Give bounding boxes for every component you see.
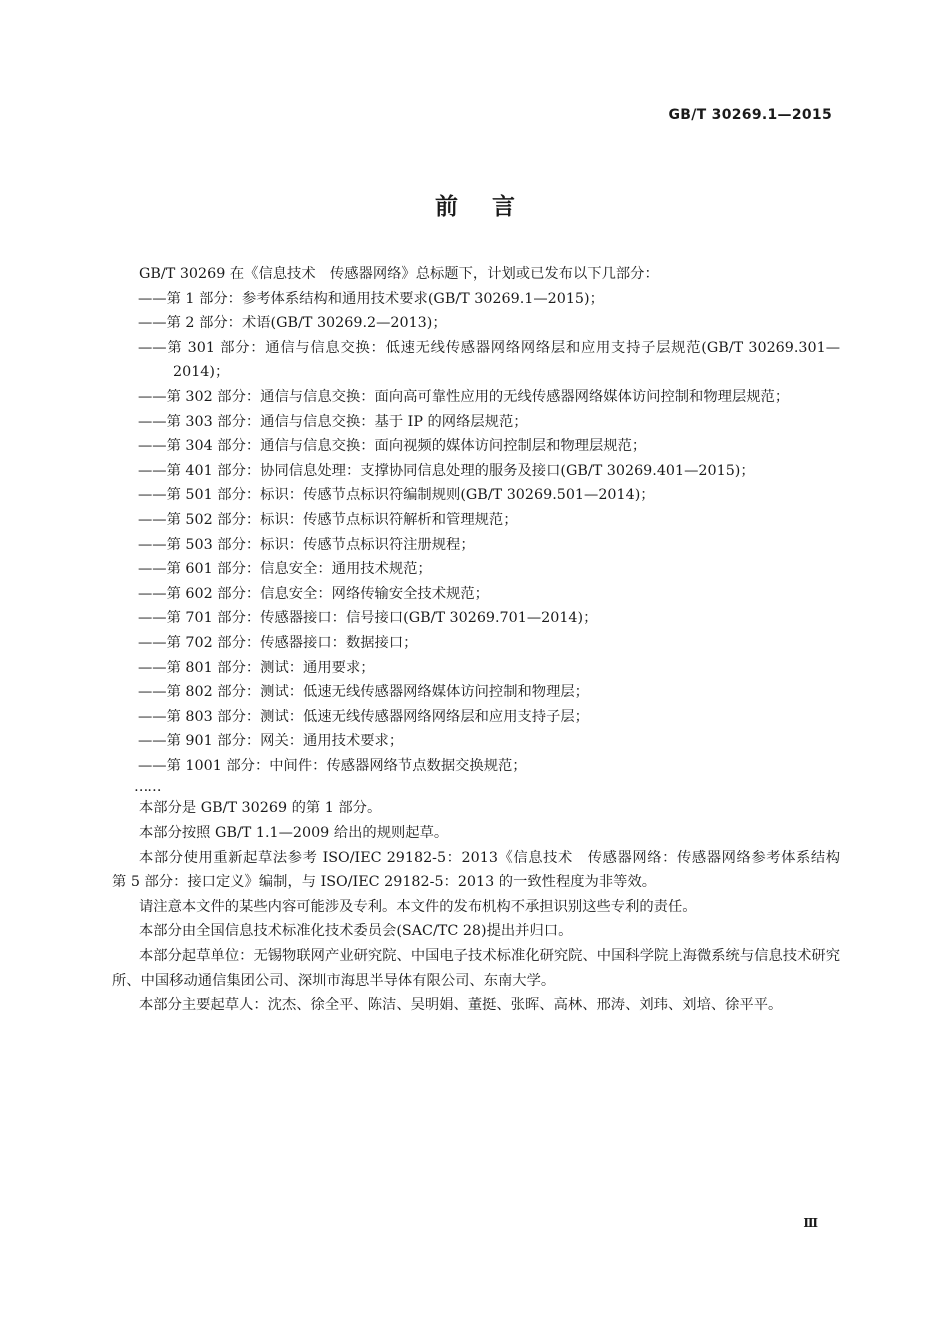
body-paragraph: 请注意本文件的某些内容可能涉及专利。本文件的发布机构不承担识别这些专利的责任。 bbox=[139, 898, 697, 915]
body-paragraph: 本部分主要起草人：沈杰、徐全平、陈洁、吴明娟、董挺、张晖、高林、邢涛、刘玮、刘培、徐平平。 bbox=[139, 997, 783, 1014]
part-item: ——第 2 部分：术语(GB/T 30269.2—2013)； bbox=[138, 315, 447, 332]
part-item: ——第 602 部分：信息安全：网络传输安全技术规范； bbox=[138, 585, 489, 602]
part-item: ——第 503 部分：标识：传感节点标识符注册规程； bbox=[138, 536, 475, 553]
page-number: Ⅲ bbox=[803, 1216, 818, 1230]
foreword-body bbox=[112, 262, 855, 1018]
intro-paragraph: GB/T 30269 在《信息技术 传感器网络》总标题下，计划或已发布以下几部分： bbox=[139, 266, 659, 282]
ellipsis: …… bbox=[134, 779, 161, 796]
body-paragraph: 本部分按照 GB/T 1.1—2009 给出的规则起草。 bbox=[139, 825, 449, 842]
part-item: ——第 1001 部分：中间件：传感器网络节点数据交换规范； bbox=[138, 757, 527, 774]
part-item: ——第 501 部分：标识：传感节点标识符编制规则(GB/T 30269.501—2014)； bbox=[138, 487, 655, 504]
part-item: ——第 304 部分：通信与信息交换：面向视频的媒体访问控制层和物理层规范； bbox=[138, 438, 647, 455]
page-title: 前言 bbox=[435, 194, 549, 220]
part-item: ——第 1 部分：参考体系结构和通用技术要求(GB/T 30269.1—2015)； bbox=[138, 290, 604, 307]
part-item: ——第 801 部分：测试：通用要求； bbox=[138, 659, 375, 676]
part-item: ——第 303 部分：通信与信息交换：基于 IP 的网络层规范； bbox=[138, 413, 528, 430]
part-item: ——第 803 部分：测试：低速无线传感器网络网络层和应用支持子层； bbox=[138, 708, 589, 725]
body-paragraph: 本部分使用重新起草法参考 ISO/IEC 29182-5：2013《信息技术 传感器网络：传感器网络参考体系结构 第 5 部分：接口定义》编制，与 ISO/IEC 29182-5：2013 的一致性程度为非等效。 bbox=[112, 849, 855, 891]
body-paragraph: 本部分起草单位：无锡物联网产业研究院、中国电子技术标准化研究院、中国科学院上海微系统与信息技术研究所、中国移动通信集团公司、深圳市海思半导体有限公司、东南大学。 bbox=[112, 948, 840, 989]
part-item: ——第 901 部分：网关：通用技术要求； bbox=[138, 733, 404, 750]
part-item: ——第 702 部分：传感器接口：数据接口； bbox=[138, 634, 418, 651]
part-item: ——第 802 部分：测试：低速无线传感器网络媒体访问控制和物理层； bbox=[138, 684, 589, 701]
standard-code: GB/T 30269.1—2015 bbox=[668, 107, 832, 123]
part-item: ——第 301 部分：通信与信息交换：低速无线传感器网络网络层和应用支持子层规范(GB/T 30269.301—2014)； bbox=[138, 339, 840, 381]
part-item: ——第 401 部分：协同信息处理：支撑协同信息处理的服务及接口(GB/T 30269.401—2015)； bbox=[138, 462, 755, 479]
part-item: ——第 601 部分：信息安全：通用技术规范； bbox=[138, 561, 432, 578]
body-paragraph: 本部分是 GB/T 30269 的第 1 部分。 bbox=[139, 800, 382, 817]
part-item: ——第 502 部分：标识：传感节点标识符解析和管理规范； bbox=[138, 511, 518, 528]
part-item: ——第 701 部分：传感器接口：信号接口(GB/T 30269.701—2014)； bbox=[138, 610, 598, 627]
part-item: ——第 302 部分：通信与信息交换：面向高可靠性应用的无线传感器网络媒体访问控制和物理层规范； bbox=[138, 388, 790, 405]
parts-list bbox=[112, 287, 840, 779]
body-paragraph: 本部分由全国信息技术标准化技术委员会(SAC/TC 28)提出并归口。 bbox=[139, 923, 573, 940]
